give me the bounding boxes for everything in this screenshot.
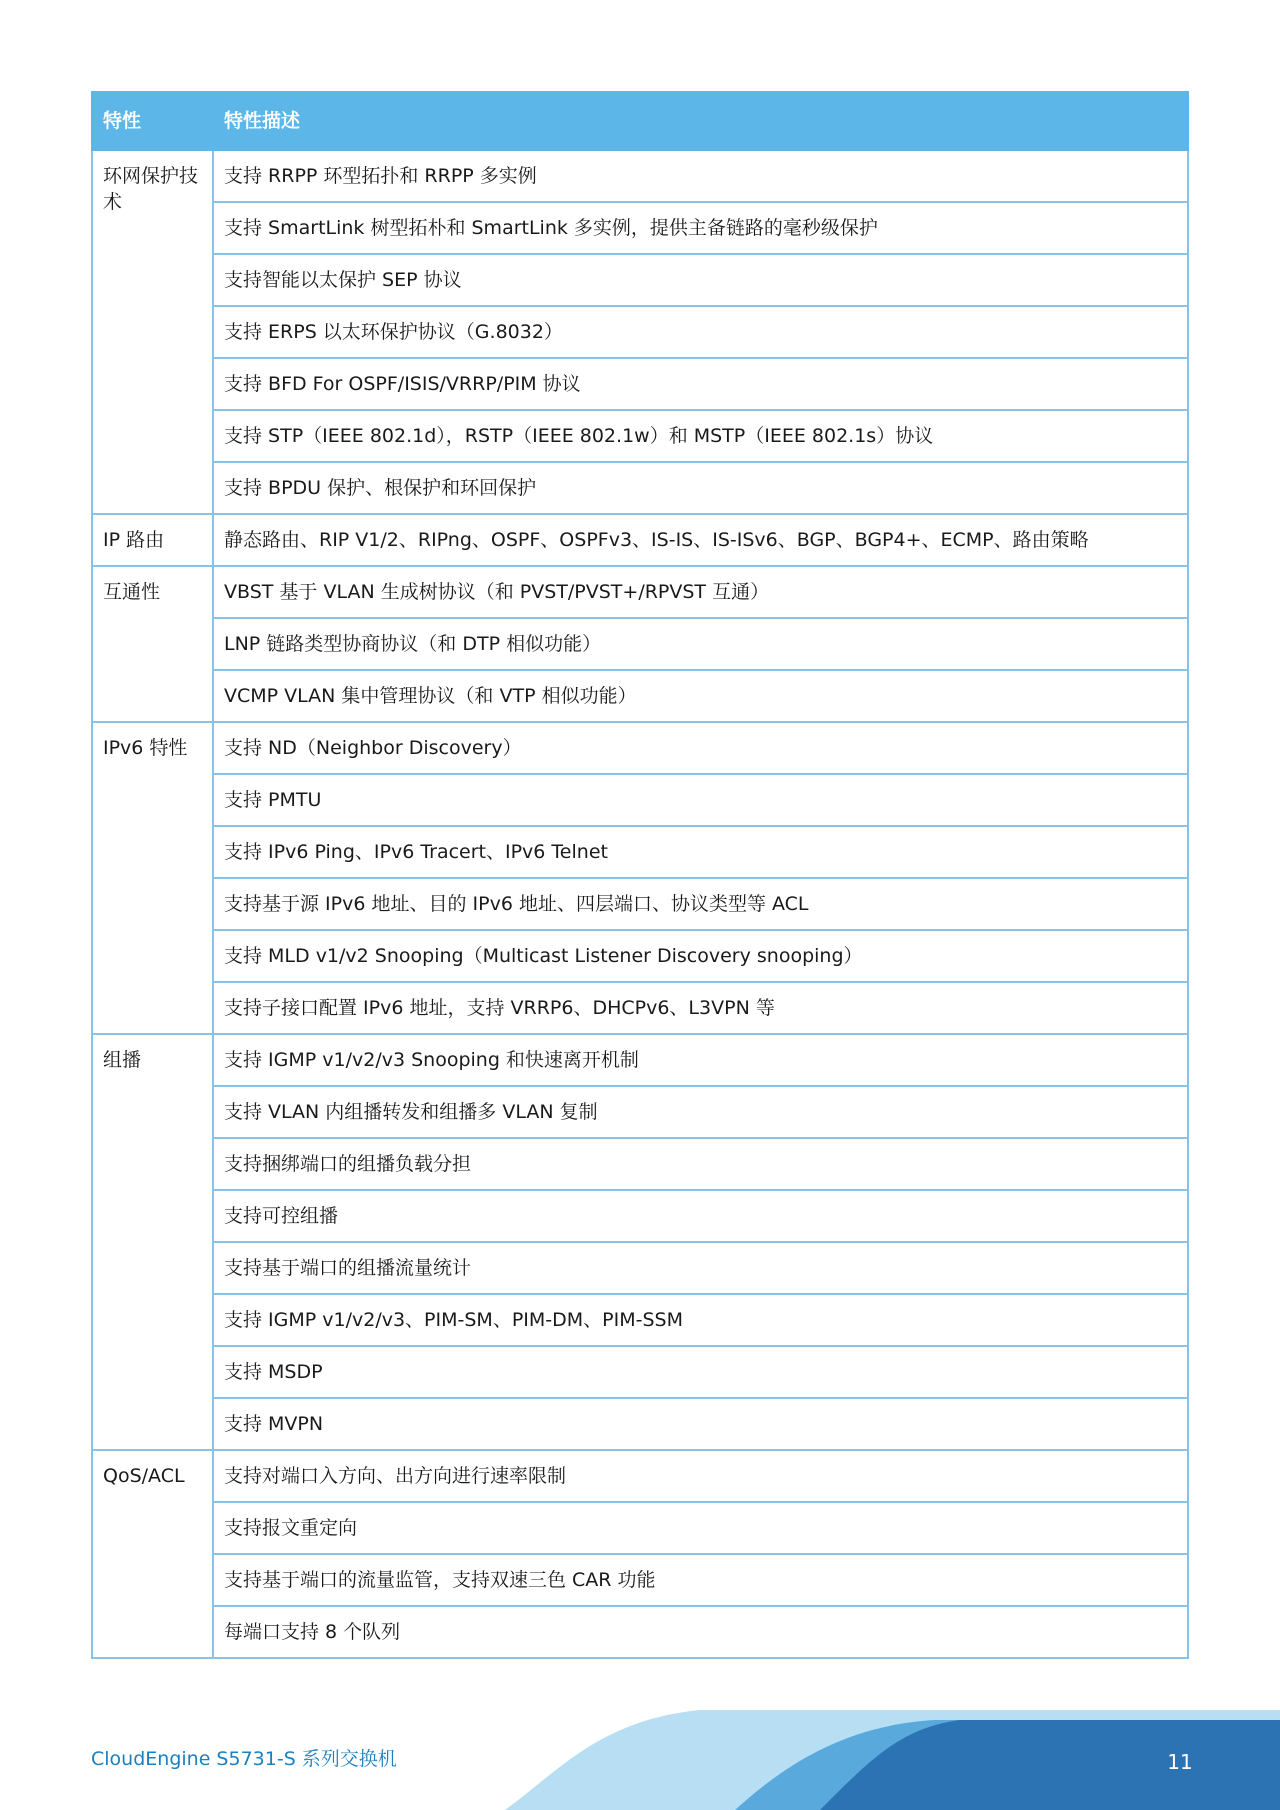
description-cell: 支持 IPv6 Ping、IPv6 Tracert、IPv6 Telnet	[213, 826, 1188, 878]
feature-cell: 互通性	[92, 566, 213, 722]
description-cell: 支持捆绑端口的组播负载分担	[213, 1138, 1188, 1190]
table-row	[92, 774, 1188, 826]
table-row	[92, 1554, 1188, 1606]
description-cell: 支持 SmartLink 树型拓朴和 SmartLink 多实例，提供主备链路的毫秒级保护	[213, 202, 1188, 254]
description-cell: 支持 ERPS 以太环保护协议（G.8032）	[213, 306, 1188, 358]
feature-cell: QoS/ACL	[92, 1450, 213, 1658]
feature-cell: IP 路由	[92, 514, 213, 566]
table-row	[92, 1502, 1188, 1554]
description-cell: 静态路由、RIP V1/2、RIPng、OSPF、OSPFv3、IS-IS、IS-ISv6、BGP、BGP4+、ECMP、路由策略	[213, 514, 1188, 566]
table-row	[92, 670, 1188, 722]
table-row	[92, 878, 1188, 930]
table-row	[92, 930, 1188, 982]
table-row	[92, 1190, 1188, 1242]
description-cell: 支持 RRPP 环型拓扑和 RRPP 多实例	[213, 150, 1188, 202]
table-row	[92, 462, 1188, 514]
feature-cell: 环网保护技术	[92, 150, 213, 514]
description-cell: LNP 链路类型协商协议（和 DTP 相似功能）	[213, 618, 1188, 670]
table-row	[92, 1398, 1188, 1450]
page-number: 11	[1167, 1750, 1193, 1774]
table-row	[92, 618, 1188, 670]
table-row	[92, 410, 1188, 462]
description-cell: 每端口支持 8 个队列	[213, 1606, 1188, 1658]
table-row	[92, 722, 1188, 774]
header-feature: 特性	[92, 92, 213, 150]
description-cell: 支持 MSDP	[213, 1346, 1188, 1398]
table-row	[92, 254, 1188, 306]
description-cell: 支持 BPDU 保护、根保护和环回保护	[213, 462, 1188, 514]
table-row	[92, 1034, 1188, 1086]
description-cell: 支持 MVPN	[213, 1398, 1188, 1450]
table-row	[92, 566, 1188, 618]
table-row	[92, 1294, 1188, 1346]
description-cell: 支持 IGMP v1/v2/v3 Snooping 和快速离开机制	[213, 1034, 1188, 1086]
table-row	[92, 1086, 1188, 1138]
table-header-row	[92, 92, 1188, 150]
feature-cell: 组播	[92, 1034, 213, 1450]
description-cell: 支持基于端口的流量监管，支持双速三色 CAR 功能	[213, 1554, 1188, 1606]
table-row	[92, 826, 1188, 878]
description-cell: 支持 ND（Neighbor Discovery）	[213, 722, 1188, 774]
description-cell: 支持对端口入方向、出方向进行速率限制	[213, 1450, 1188, 1502]
description-cell: 支持 STP（IEEE 802.1d），RSTP（IEEE 802.1w）和 MSTP（IEEE 802.1s）协议	[213, 410, 1188, 462]
description-cell: 支持可控组播	[213, 1190, 1188, 1242]
description-cell: 支持子接口配置 IPv6 地址，支持 VRRP6、DHCPv6、L3VPN 等	[213, 982, 1188, 1034]
feature-cell: IPv6 特性	[92, 722, 213, 1034]
header-description: 特性描述	[213, 92, 1188, 150]
description-cell: 支持 PMTU	[213, 774, 1188, 826]
table-row	[92, 1346, 1188, 1398]
description-cell: VCMP VLAN 集中管理协议（和 VTP 相似功能）	[213, 670, 1188, 722]
description-cell: 支持 BFD For OSPF/ISIS/VRRP/PIM 协议	[213, 358, 1188, 410]
feature-spec-table	[91, 91, 1189, 1659]
description-cell: 支持报文重定向	[213, 1502, 1188, 1554]
description-cell: 支持 VLAN 内组播转发和组播多 VLAN 复制	[213, 1086, 1188, 1138]
table-row	[92, 358, 1188, 410]
table-row	[92, 1450, 1188, 1502]
table-row	[92, 1138, 1188, 1190]
description-cell: 支持 IGMP v1/v2/v3、PIM-SM、PIM-DM、PIM-SSM	[213, 1294, 1188, 1346]
table-row	[92, 514, 1188, 566]
table-row	[92, 1606, 1188, 1658]
description-cell: 支持基于源 IPv6 地址、目的 IPv6 地址、四层端口、协议类型等 ACL	[213, 878, 1188, 930]
description-cell: 支持 MLD v1/v2 Snooping（Multicast Listener Discovery snooping）	[213, 930, 1188, 982]
description-cell: VBST 基于 VLAN 生成树协议（和 PVST/PVST+/RPVST 互通）	[213, 566, 1188, 618]
table-body	[92, 150, 1188, 1658]
footer-product-title: CloudEngine S5731-S 系列交换机	[91, 1748, 397, 1770]
table-row	[92, 1242, 1188, 1294]
table-row	[92, 982, 1188, 1034]
table-row	[92, 202, 1188, 254]
table-row	[92, 306, 1188, 358]
table-row	[92, 150, 1188, 202]
description-cell: 支持基于端口的组播流量统计	[213, 1242, 1188, 1294]
description-cell: 支持智能以太保护 SEP 协议	[213, 254, 1188, 306]
